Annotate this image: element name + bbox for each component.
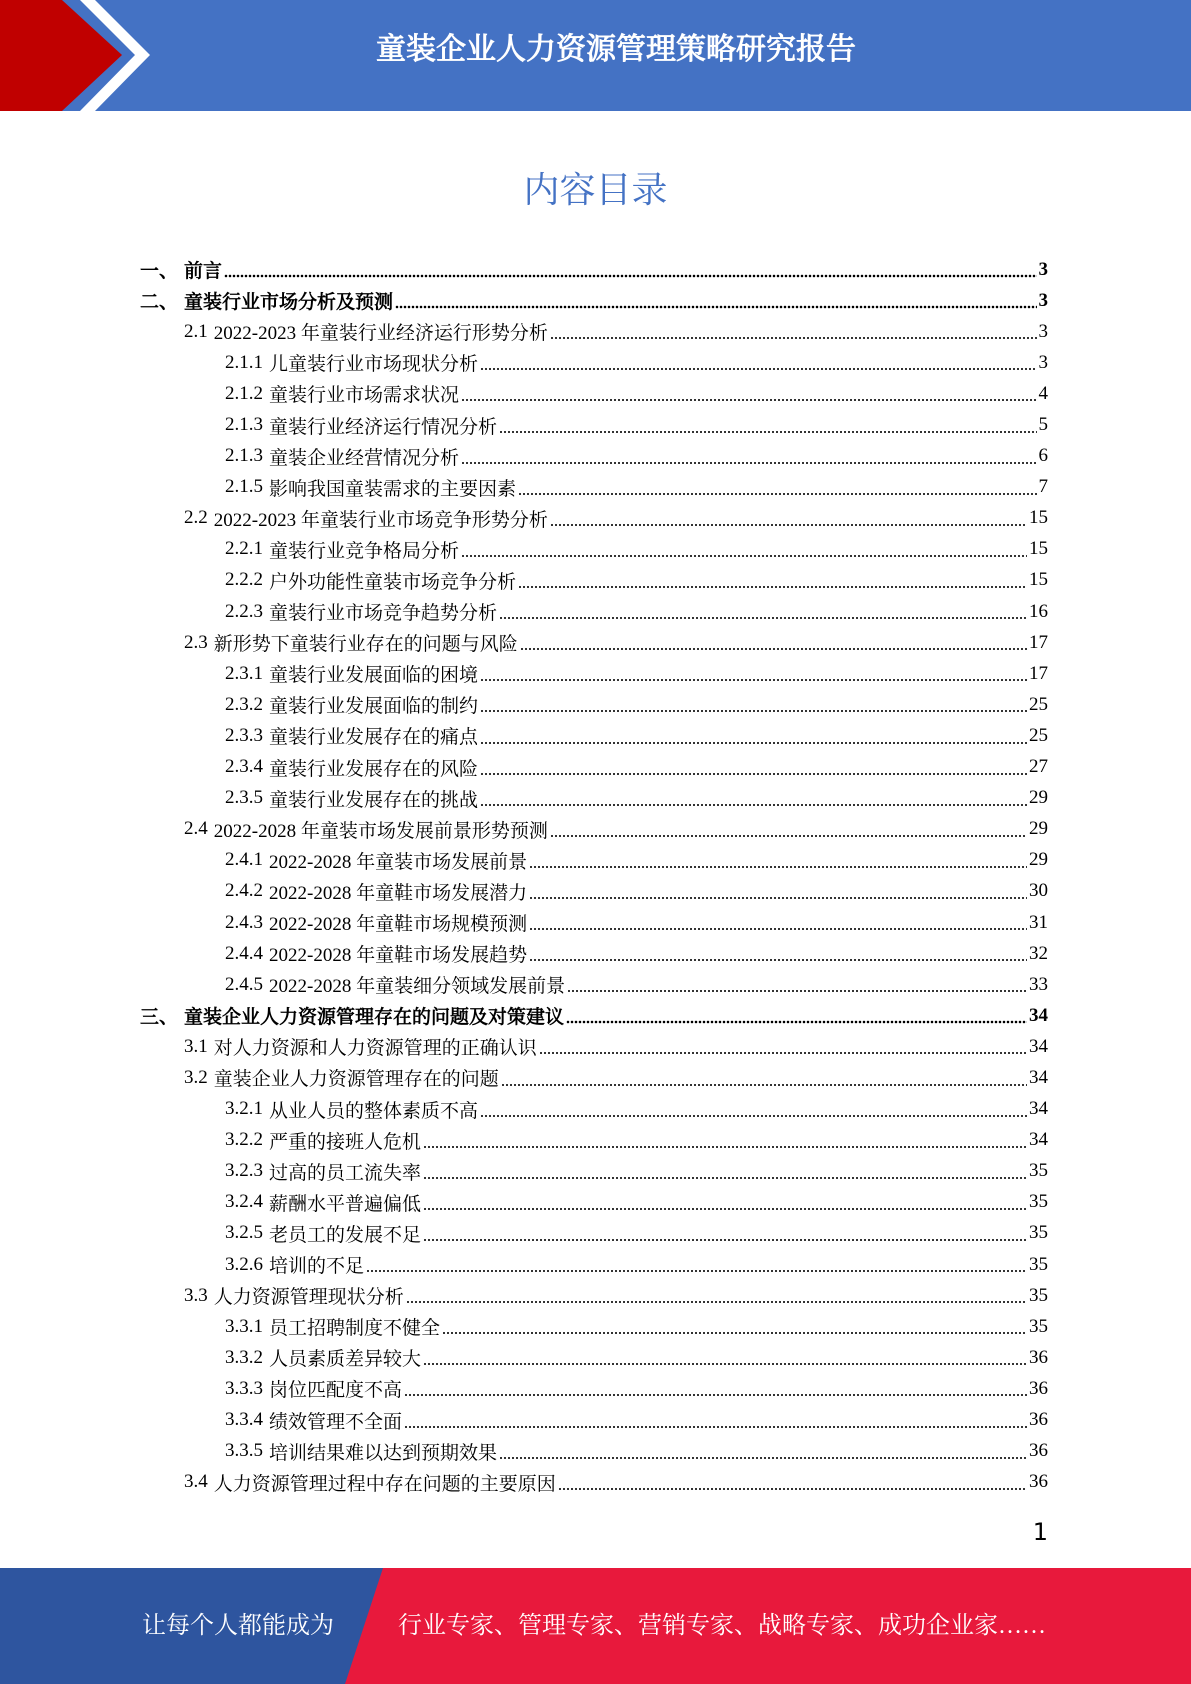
footer-slogan-right: 行业专家、管理专家、营销专家、战略专家、成功企业家…… bbox=[398, 1613, 1046, 1639]
toc-entry[interactable] bbox=[140, 658, 1048, 689]
toc-entry-label: 儿童装行业市场现状分析 bbox=[269, 354, 479, 376]
toc-entry-label: 人力资源管理现状分析 bbox=[213, 1287, 404, 1309]
toc-dot-leader bbox=[480, 1110, 1027, 1118]
toc-dot-leader bbox=[404, 1389, 1027, 1397]
toc-entry-number: 2.3.1 bbox=[225, 662, 263, 684]
toc-dot-leader bbox=[529, 861, 1027, 869]
toc-entry-page: 7 bbox=[1038, 476, 1048, 498]
toc-entry[interactable] bbox=[140, 378, 1048, 409]
toc-entry-page: 25 bbox=[1029, 693, 1048, 715]
toc-dot-leader bbox=[550, 332, 1037, 340]
toc-entry-number: 3.3.1 bbox=[225, 1315, 263, 1337]
toc-entry[interactable] bbox=[140, 285, 1048, 316]
toc-entry-number: 2.2 bbox=[184, 507, 208, 529]
toc-entry[interactable] bbox=[140, 845, 1048, 876]
toc-entry-number: 2.1.3 bbox=[225, 414, 263, 436]
toc-entry-page: 35 bbox=[1029, 1160, 1048, 1182]
footer-banner bbox=[0, 1568, 1191, 1684]
toc-dot-leader bbox=[461, 550, 1027, 558]
toc-entry-number: 3.3.5 bbox=[225, 1440, 263, 1462]
toc-dot-leader bbox=[499, 1452, 1027, 1460]
footer-slogan-left: 让每个人都能成为 bbox=[142, 1613, 334, 1639]
toc-entry-number: 3.2.4 bbox=[225, 1191, 263, 1213]
toc-dot-leader bbox=[480, 705, 1027, 713]
toc-entry-page: 34 bbox=[1029, 1066, 1048, 1088]
toc-entry[interactable] bbox=[140, 1031, 1048, 1062]
toc-entry[interactable] bbox=[140, 1187, 1048, 1218]
toc-entry-label: 员工招聘制度不健全 bbox=[269, 1318, 441, 1340]
toc-entry-number: 一、 bbox=[140, 261, 179, 283]
toc-entry-label: 从业人员的整体素质不高 bbox=[269, 1100, 479, 1122]
toc-entry-page: 33 bbox=[1029, 973, 1048, 995]
toc-entry-page: 3 bbox=[1038, 289, 1048, 311]
toc-entry-number: 2.2.3 bbox=[225, 600, 263, 622]
toc-entry-number: 三、 bbox=[140, 1007, 179, 1029]
toc-entry-number: 3.3.3 bbox=[225, 1377, 263, 1399]
toc-entry[interactable] bbox=[140, 1249, 1048, 1280]
toc-entry[interactable] bbox=[140, 814, 1048, 845]
toc-entry-page: 3 bbox=[1038, 258, 1048, 280]
toc-entry[interactable] bbox=[140, 1062, 1048, 1093]
toc-entry-number: 2.3.5 bbox=[225, 787, 263, 809]
toc-dot-leader bbox=[529, 954, 1027, 962]
toc-entry-page: 3 bbox=[1038, 351, 1048, 373]
toc-entry-page: 36 bbox=[1029, 1471, 1048, 1493]
toc-dot-leader bbox=[499, 612, 1027, 620]
toc-entry[interactable] bbox=[140, 689, 1048, 720]
toc-entry[interactable] bbox=[140, 534, 1048, 565]
toc-entry-number: 2.2.1 bbox=[225, 538, 263, 560]
toc-entry-label: 童装行业发展存在的挑战 bbox=[269, 789, 479, 811]
toc-dot-leader bbox=[406, 1296, 1027, 1304]
toc-dot-leader bbox=[529, 923, 1027, 931]
page-number: 1 bbox=[1032, 1518, 1048, 1546]
toc-entry-label: 户外功能性童装市场竞争分析 bbox=[269, 571, 517, 593]
toc-entry-label: 新形势下童装行业存在的问题与风险 bbox=[213, 634, 518, 656]
toc-entry-page: 29 bbox=[1029, 818, 1048, 840]
toc-entry-label: 老员工的发展不足 bbox=[269, 1224, 422, 1246]
toc-dot-leader bbox=[480, 768, 1027, 776]
toc-entry-page: 35 bbox=[1029, 1253, 1048, 1275]
toc-dot-leader bbox=[499, 426, 1036, 434]
toc-entry-label: 岗位匹配度不高 bbox=[269, 1380, 403, 1402]
toc-entry-page: 27 bbox=[1029, 756, 1048, 778]
toc-entry-page: 15 bbox=[1029, 538, 1048, 560]
toc-entry-page: 35 bbox=[1029, 1222, 1048, 1244]
toc-entry[interactable] bbox=[140, 441, 1048, 472]
toc-entry-label: 薪酬水平普遍偏低 bbox=[269, 1193, 422, 1215]
toc-entry-label: 童装企业人力资源管理存在的问题及对策建议 bbox=[184, 1007, 565, 1029]
toc-entry-label: 2022-2028 年童鞋市场发展潜力 bbox=[269, 882, 528, 904]
toc-entry-label: 2022-2028 年童装市场发展前景形势预测 bbox=[213, 820, 548, 842]
toc-entry-number: 3.4 bbox=[184, 1471, 208, 1493]
toc-entry-label: 影响我国童装需求的主要因素 bbox=[269, 478, 517, 500]
toc-entry-label: 童装行业市场竞争趋势分析 bbox=[269, 603, 498, 625]
toc-entry-page: 35 bbox=[1029, 1191, 1048, 1213]
toc-entry-page: 34 bbox=[1029, 1129, 1048, 1151]
toc-dot-leader bbox=[480, 363, 1036, 371]
toc-entry-label: 前言 bbox=[184, 261, 223, 283]
toc-entry[interactable] bbox=[140, 783, 1048, 814]
toc-entry[interactable] bbox=[140, 1311, 1048, 1342]
toc-entry-page: 15 bbox=[1029, 569, 1048, 591]
toc-entry-label: 2022-2028 年童装细分领域发展前景 bbox=[269, 976, 566, 998]
toc-heading: 内容目录 bbox=[523, 170, 668, 211]
toc-entry-number: 3.3.4 bbox=[225, 1409, 263, 1431]
toc-entry-page: 36 bbox=[1029, 1346, 1048, 1368]
toc-entry-page: 36 bbox=[1029, 1377, 1048, 1399]
toc-entry-number: 3.2.6 bbox=[225, 1253, 263, 1275]
toc-entry-label: 童装行业经济运行情况分析 bbox=[269, 416, 498, 438]
toc-entry-number: 2.2.2 bbox=[225, 569, 263, 591]
toc-entry[interactable] bbox=[140, 938, 1048, 969]
toc-entry-page: 5 bbox=[1038, 414, 1048, 436]
toc-entry-label: 2022-2028 年童鞋市场规模预测 bbox=[269, 914, 528, 936]
toc-entry[interactable] bbox=[140, 347, 1048, 378]
toc-dot-leader bbox=[461, 457, 1036, 465]
toc-entry-label: 童装企业人力资源管理存在的问题 bbox=[213, 1069, 499, 1091]
toc-entry[interactable] bbox=[140, 1404, 1048, 1435]
toc-entry[interactable] bbox=[140, 1218, 1048, 1249]
toc-entry-label: 培训结果难以达到预期效果 bbox=[269, 1442, 498, 1464]
toc-entry[interactable] bbox=[140, 409, 1048, 440]
toc-entry-label: 2022-2028 年童鞋市场发展趋势 bbox=[269, 945, 528, 967]
toc-dot-leader bbox=[480, 674, 1027, 682]
toc-entry-number: 2.3.4 bbox=[225, 756, 263, 778]
toc-entry-label: 绩效管理不全面 bbox=[269, 1411, 403, 1433]
toc-dot-leader bbox=[567, 985, 1027, 993]
toc-entry[interactable] bbox=[140, 596, 1048, 627]
toc-dot-leader bbox=[442, 1327, 1027, 1335]
toc-entry[interactable] bbox=[140, 1000, 1048, 1031]
toc-entry[interactable] bbox=[140, 907, 1048, 938]
toc-entry-number: 2.1.2 bbox=[225, 382, 263, 404]
toc-entry-page: 3 bbox=[1038, 320, 1048, 342]
toc-dot-leader bbox=[423, 1358, 1027, 1366]
toc-dot-leader bbox=[423, 1172, 1027, 1180]
toc-entry-page: 4 bbox=[1038, 382, 1048, 404]
toc-dot-leader bbox=[224, 270, 1036, 278]
toc-entry-number: 2.4.2 bbox=[225, 880, 263, 902]
toc-entry-page: 17 bbox=[1029, 662, 1048, 684]
toc-entry[interactable] bbox=[140, 503, 1048, 534]
toc-entry[interactable] bbox=[140, 752, 1048, 783]
toc-dot-leader bbox=[480, 799, 1027, 807]
toc-entry[interactable] bbox=[140, 1125, 1048, 1156]
toc-entry-label: 童装行业市场分析及预测 bbox=[184, 292, 394, 314]
toc-entry-label: 2022-2028 年童装市场发展前景 bbox=[269, 851, 528, 873]
toc-entry-label: 童装企业经营情况分析 bbox=[269, 447, 460, 469]
toc-entry-label: 童装行业发展面临的困境 bbox=[269, 665, 479, 687]
toc-entry-label: 2022-2023 年童装行业市场竞争形势分析 bbox=[213, 509, 548, 531]
toc-entry-label: 童装行业发展存在的痛点 bbox=[269, 727, 479, 749]
toc-dot-leader bbox=[501, 1079, 1027, 1087]
toc-dot-leader bbox=[423, 1234, 1027, 1242]
toc-entry-page: 6 bbox=[1038, 445, 1048, 467]
toc-dot-leader bbox=[558, 1483, 1027, 1491]
toc-dot-leader bbox=[395, 301, 1036, 309]
toc-entry-page: 31 bbox=[1029, 911, 1048, 933]
toc-entry-page: 34 bbox=[1029, 1004, 1048, 1026]
toc-entry-number: 3.2.5 bbox=[225, 1222, 263, 1244]
toc-entry-label: 培训的不足 bbox=[269, 1256, 365, 1278]
toc-entry-number: 2.4.3 bbox=[225, 911, 263, 933]
toc-entry-number: 2.1.5 bbox=[225, 476, 263, 498]
toc-entry-page: 36 bbox=[1029, 1440, 1048, 1462]
toc-entry-number: 2.3.3 bbox=[225, 724, 263, 746]
toc-dot-leader bbox=[566, 1016, 1027, 1024]
toc-entry-number: 2.4.1 bbox=[225, 849, 263, 871]
toc-entry-page: 29 bbox=[1029, 849, 1048, 871]
toc-entry-number: 2.1.1 bbox=[225, 351, 263, 373]
toc-entry-number: 3.2.1 bbox=[225, 1098, 263, 1120]
toc-entry-page: 25 bbox=[1029, 724, 1048, 746]
toc-entry-label: 过高的员工流失率 bbox=[269, 1162, 422, 1184]
toc-entry[interactable] bbox=[140, 472, 1048, 503]
toc-entry-label: 童装行业发展存在的风险 bbox=[269, 758, 479, 780]
report-title: 童装企业人力资源管理策略研究报告 bbox=[376, 32, 856, 67]
toc-entry-number: 2.4 bbox=[184, 818, 208, 840]
toc-entry-label: 童装行业市场需求状况 bbox=[269, 385, 460, 407]
toc-entry[interactable] bbox=[140, 316, 1048, 347]
toc-entry[interactable] bbox=[140, 254, 1048, 285]
toc-entry-number: 2.1 bbox=[184, 320, 208, 342]
toc-entry[interactable] bbox=[140, 1436, 1048, 1467]
toc-entry-label: 人员素质差异较大 bbox=[269, 1349, 422, 1371]
toc-entry[interactable] bbox=[140, 627, 1048, 658]
toc-entry-label: 人力资源管理过程中存在问题的主要原因 bbox=[213, 1473, 556, 1495]
toc-entry-label: 童装行业发展面临的制约 bbox=[269, 696, 479, 718]
toc-entry[interactable] bbox=[140, 969, 1048, 1000]
report-header bbox=[0, 0, 1191, 111]
toc-entry[interactable] bbox=[140, 1373, 1048, 1404]
toc-entry-number: 2.3.2 bbox=[225, 693, 263, 715]
toc-entry-number: 二、 bbox=[140, 292, 179, 314]
toc-entry-page: 35 bbox=[1029, 1284, 1048, 1306]
toc-dot-leader bbox=[550, 519, 1027, 527]
toc-dot-leader bbox=[366, 1265, 1027, 1273]
toc-entry-number: 2.4.5 bbox=[225, 973, 263, 995]
toc-entry[interactable] bbox=[140, 1342, 1048, 1373]
toc-dot-leader bbox=[423, 1141, 1027, 1149]
table-of-contents bbox=[140, 254, 1048, 1498]
toc-entry-number: 3.2 bbox=[184, 1066, 208, 1088]
toc-entry-number: 3.3 bbox=[184, 1284, 208, 1306]
toc-entry[interactable] bbox=[140, 565, 1048, 596]
toc-entry-page: 16 bbox=[1029, 600, 1048, 622]
toc-entry-number: 3.2.2 bbox=[225, 1129, 263, 1151]
toc-entry-page: 34 bbox=[1029, 1098, 1048, 1120]
toc-dot-leader bbox=[461, 394, 1036, 402]
toc-entry-page: 15 bbox=[1029, 507, 1048, 529]
toc-entry-number: 3.1 bbox=[184, 1035, 208, 1057]
toc-entry-label: 严重的接班人危机 bbox=[269, 1131, 422, 1153]
toc-entry-number: 2.3 bbox=[184, 631, 208, 653]
toc-entry-page: 29 bbox=[1029, 787, 1048, 809]
toc-entry-page: 30 bbox=[1029, 880, 1048, 902]
toc-dot-leader bbox=[539, 1047, 1027, 1055]
toc-entry[interactable] bbox=[140, 1094, 1048, 1125]
toc-entry-label: 童装行业竞争格局分析 bbox=[269, 540, 460, 562]
toc-entry-page: 17 bbox=[1029, 631, 1048, 653]
toc-dot-leader bbox=[518, 581, 1027, 589]
toc-dot-leader bbox=[529, 892, 1027, 900]
toc-entry[interactable] bbox=[140, 720, 1048, 751]
toc-entry-number: 3.3.2 bbox=[225, 1346, 263, 1368]
toc-entry-number: 2.1.3 bbox=[225, 445, 263, 467]
toc-entry-page: 36 bbox=[1029, 1409, 1048, 1431]
toc-dot-leader bbox=[423, 1203, 1027, 1211]
toc-dot-leader bbox=[518, 488, 1036, 496]
toc-entry-label: 对人力资源和人力资源管理的正确认识 bbox=[213, 1038, 537, 1060]
toc-dot-leader bbox=[404, 1421, 1027, 1429]
toc-entry[interactable] bbox=[140, 876, 1048, 907]
toc-entry-label: 2022-2023 年童装行业经济运行形势分析 bbox=[213, 323, 548, 345]
toc-entry[interactable] bbox=[140, 1156, 1048, 1187]
toc-entry-page: 35 bbox=[1029, 1315, 1048, 1337]
toc-entry[interactable] bbox=[140, 1280, 1048, 1311]
toc-entry-number: 2.4.4 bbox=[225, 942, 263, 964]
toc-dot-leader bbox=[480, 737, 1027, 745]
toc-entry-page: 34 bbox=[1029, 1035, 1048, 1057]
toc-entry[interactable] bbox=[140, 1467, 1048, 1498]
toc-dot-leader bbox=[520, 643, 1027, 651]
toc-entry-page: 32 bbox=[1029, 942, 1048, 964]
toc-entry-number: 3.2.3 bbox=[225, 1160, 263, 1182]
toc-dot-leader bbox=[550, 830, 1027, 838]
